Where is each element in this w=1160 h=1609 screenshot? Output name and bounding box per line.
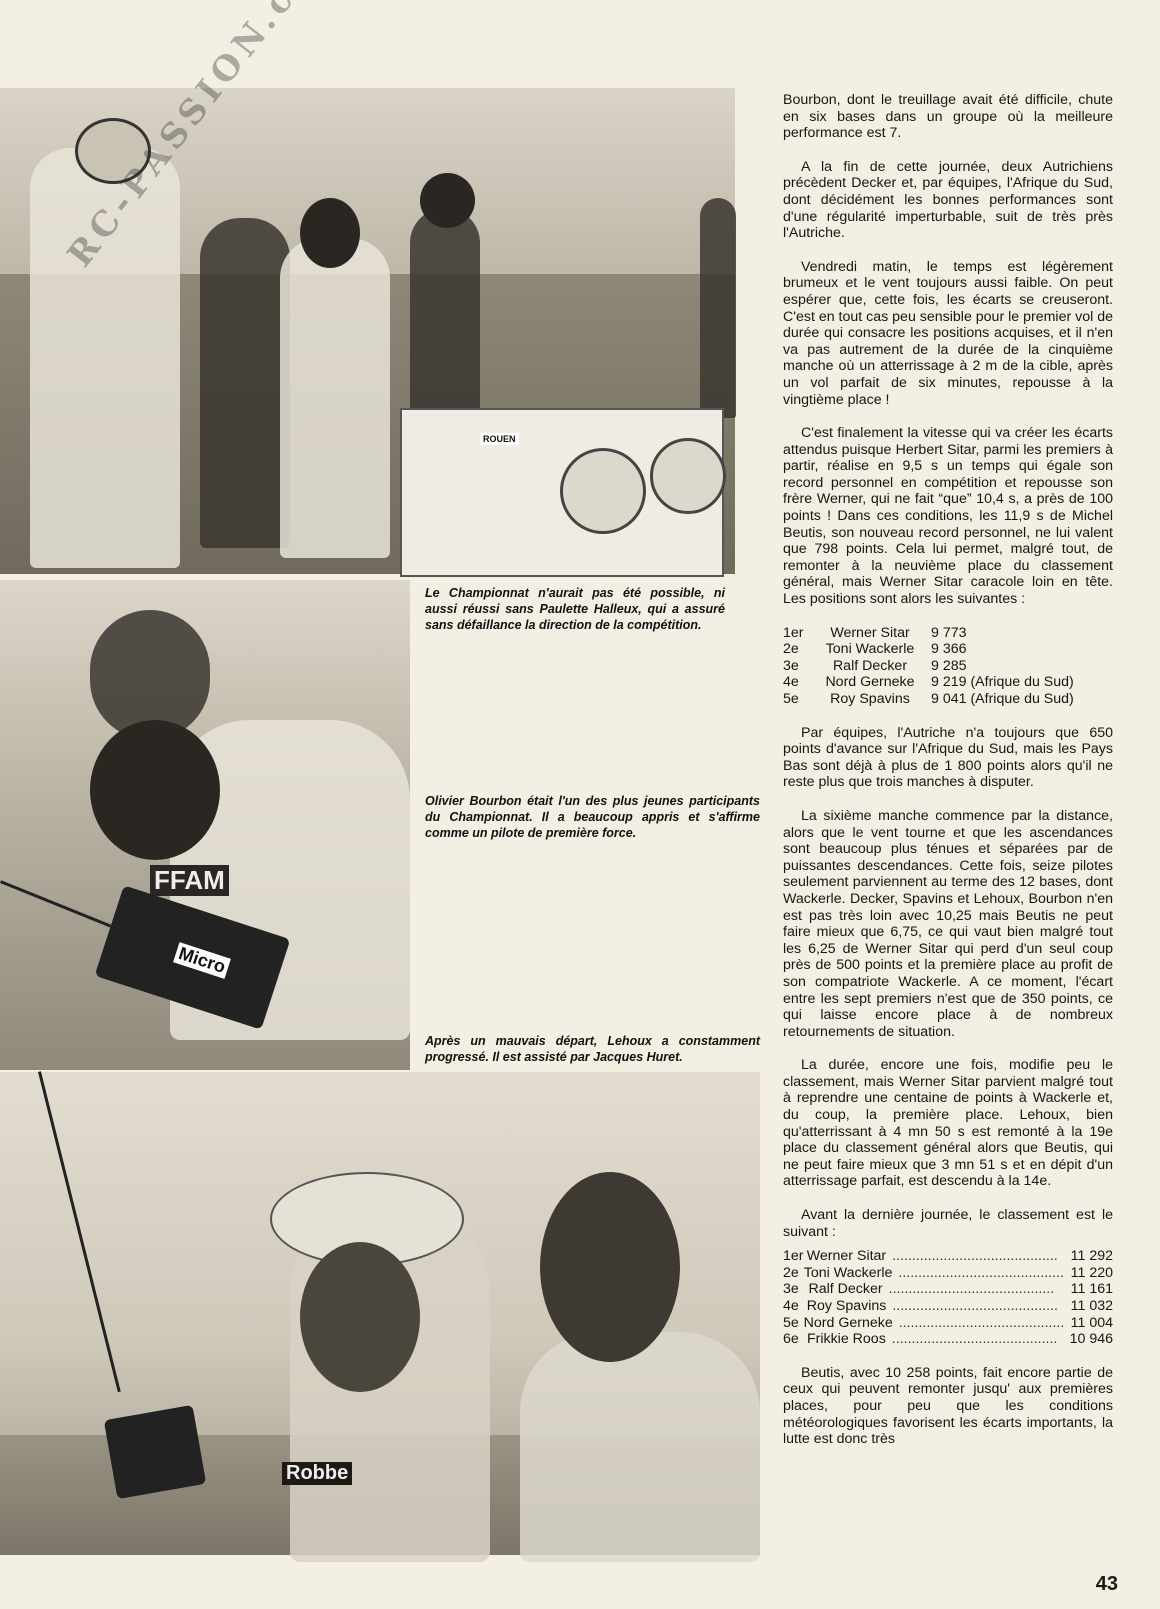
ranking-name: Ralf Decker xyxy=(808,1281,883,1298)
dot-leader: .......................................... xyxy=(888,1281,1055,1298)
ranking-position: 1er xyxy=(783,624,804,641)
ranking-row xyxy=(783,625,1080,642)
ranking-row xyxy=(783,674,1080,691)
ranking-score: 11 161 xyxy=(1070,1281,1113,1298)
ranking-name: Frikkie Roos xyxy=(806,1331,886,1348)
ranking-score: 9 041 (Afrique du Sud) xyxy=(931,691,1074,707)
transmitter-label: Micro xyxy=(173,942,231,979)
ranking-table-final-day xyxy=(783,1248,1113,1348)
paragraph: Bourbon, dont le treuillage avait été difficile, chute en six bases dans un groupe où la meilleure performance est 7. xyxy=(783,92,1113,142)
paragraph: A la fin de cette journée, deux Autrichiens précèdent Decker et, par équipes, l'Afrique du Sud, dont décidément les bonnes performances sont d'une régularité imperturbable, suit de très près l'Autriche. xyxy=(783,158,1113,242)
ranking-score: 10 946 xyxy=(1069,1331,1113,1348)
paragraph: La durée, encore une fois, modifie peu le classement, mais Werner Sitar parvient malgré tout à reprendre une centaine de points à Wackerle et, du coup, la première place. Lehoux, bien qu'atterrissant à 4 mn 50 s est remonté à la 19e place du classement général alors que Beutis, qui ne peut faire mieux que 3 mn 51 s et en dépit d'un atterrissage parfait, est descendu à la 14e. xyxy=(783,1057,1113,1190)
ranking-score: 11 004 xyxy=(1070,1314,1113,1331)
ranking-position: 2e xyxy=(783,1264,799,1281)
ranking-table-friday xyxy=(783,625,1080,708)
ranking-name: Werner Sitar xyxy=(806,1248,887,1265)
ranking-position: 4e xyxy=(783,1298,799,1314)
ranking-row xyxy=(783,1331,1113,1348)
ranking-position: 4e xyxy=(783,674,799,691)
ranking-position: 3e xyxy=(783,657,799,674)
ranking-row xyxy=(783,1248,1113,1265)
shirt-label: Robbe xyxy=(282,1462,352,1485)
ranking-row xyxy=(783,641,1080,658)
paragraph: Beutis, avec 10 258 points, fait encore partie de ceux qui peuvent remonter jusqu' aux premières places, pour peu que les conditions météorologiques favorisent les écarts importants, la lutte est donc très xyxy=(783,1364,1113,1448)
ranking-score: 11 220 xyxy=(1070,1264,1113,1281)
ranking-position: 5e xyxy=(783,691,799,707)
ranking-name: Roy Spavins xyxy=(806,1298,887,1314)
badge-label: ROUEN xyxy=(480,433,519,445)
dot-leader: .......................................... xyxy=(892,1298,1058,1314)
jersey-label: FFAM xyxy=(150,865,229,896)
dot-leader: .......................................... xyxy=(892,1248,1058,1265)
ranking-score: 9 773 xyxy=(931,624,967,641)
page-number: 43 xyxy=(1095,1573,1118,1595)
ranking-position: 1er xyxy=(783,1248,804,1265)
ranking-score: 11 032 xyxy=(1070,1298,1113,1314)
ranking-score: 11 292 xyxy=(1070,1248,1113,1265)
caption-2: Olivier Bourbon était l'un des plus jeunes participants du Championnat. Il a beaucoup appris et s'affirme comme un pilote de première force. xyxy=(425,794,760,840)
ranking-name: Ralf Decker xyxy=(832,657,908,674)
ranking-row xyxy=(783,658,1080,675)
photo-lehoux-huret xyxy=(0,1072,760,1555)
ranking-position: 2e xyxy=(783,641,799,658)
paragraph: Avant la dernière journée, le classement est le suivant : xyxy=(783,1207,1113,1240)
dot-leader: .......................................... xyxy=(898,1314,1065,1331)
ranking-position: 6e xyxy=(783,1331,799,1348)
photo-contest-officials xyxy=(0,88,735,574)
ranking-score: 9 285 xyxy=(931,657,967,674)
ranking-row xyxy=(783,1281,1113,1298)
ranking-position: 3e xyxy=(783,1281,799,1298)
ranking-row xyxy=(783,1298,1113,1315)
paragraph: Par équipes, l'Autriche n'a toujours que 650 points d'avance sur l'Afrique du Sud, mais les Pays Bas sont déjà à plus de 1 800 points alors qu'il ne reste plus que trois manches à disputer. xyxy=(783,724,1113,791)
caption-1: Le Championnat n'aurait pas été possible, ni aussi réussi sans Paulette Halleux, qui a assuré sans défaillance la direction de la compétition. xyxy=(425,586,725,632)
ranking-name: Toni Wackerle xyxy=(803,1264,893,1281)
ranking-name: Werner Sitar xyxy=(830,624,910,641)
ranking-row xyxy=(783,691,1080,708)
article-column xyxy=(783,92,1113,1465)
paragraph: C'est finalement la vitesse qui va créer les écarts attendus puisque Herbert Sitar, parmi les premiers à partir, réalise en 9,5 s un temps qui égale son record personnel en compétition et repousse son frère Werner, qui ne fait “que” 10,4 s, a près de 100 points ! Dans ces conditions, les 11,9 s de Michel Beutis, son nouveau record personnel, ne lui valent que 798 points. Cela lui permet, malgré tout, de remonter à la neuvième place du classement général, mais Werner Sitar caracole loin en tête. Les positions sont alors les suivantes : xyxy=(783,425,1113,608)
ranking-name: Toni Wackerle xyxy=(825,641,915,658)
ranking-score: 9 366 xyxy=(931,641,967,658)
ranking-position: 5e xyxy=(783,1314,799,1331)
paragraph: La sixième manche commence par la distance, alors que le vent tourne et que les ascendances sont beaucoup plus ténues et séparées par de puissantes descendances. Cette fois, seize pilotes seulement parviennent au terme des 12 bases, dont Wackerle. Decker, Spavins et Lehoux, Bourbon n'en est pas très loin avec 10,25 mais Beutis ne peut faire mieux que 6,75, ce qui vaut bien malgré tout les 6,25 de Werner Sitar qui perd d'un seul coup près de 500 points et la première place au profit de son compatriote Wackerle. A ce moment, l'écart entre les sept premiers n'est que de 350 points, ce qui laisse encore place à de nombreux retournements de situation. xyxy=(783,807,1113,1040)
ranking-row xyxy=(783,1265,1113,1282)
ranking-name: Nord Gerneke xyxy=(803,1314,893,1331)
photo-bourbon-transmitter xyxy=(0,580,410,1070)
ranking-score: 9 219 (Afrique du Sud) xyxy=(931,674,1074,691)
dot-leader: .......................................... xyxy=(891,1331,1058,1348)
caption-3: Après un mauvais départ, Lehoux a constamment progressé. Il est assisté par Jacques Huret. xyxy=(425,1034,760,1064)
ranking-name: Roy Spavins xyxy=(830,691,910,707)
ranking-name: Nord Gerneke xyxy=(825,674,915,691)
dot-leader: .......................................... xyxy=(898,1264,1064,1281)
ranking-row xyxy=(783,1315,1113,1332)
paragraph: Vendredi matin, le temps est légèrement brumeux et le vent toujours aussi faible. On peut espérer que, cette fois, les écarts se creuseront. C'est en tout cas peu sensible pour le premier vol de durée qui consacre les positions acquises, et il n'en va pas autrement de la durée de la cinquième manche où un atterrissage à 2 m de la cible, après un vol parfait de six minutes, repousse à la vingtième place ! xyxy=(783,258,1113,408)
